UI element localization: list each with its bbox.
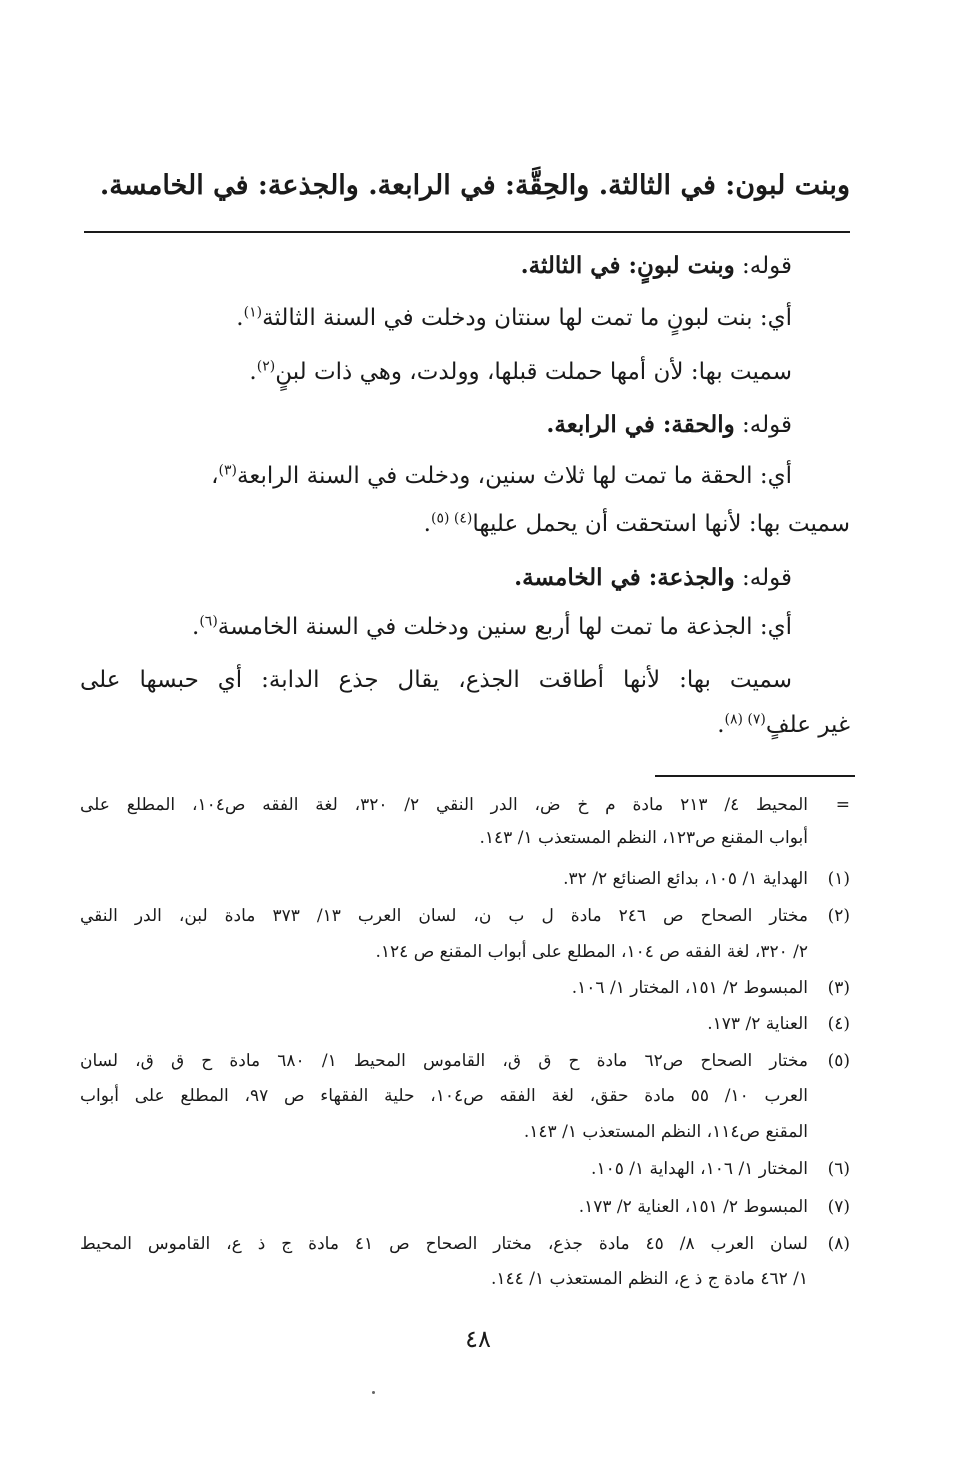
footnote-line: أبواب المقنع ص١٢٣، النظم المستعذب ١/ ١٤٣. xyxy=(479,828,808,848)
footnote-mark: (٤) xyxy=(827,1014,850,1034)
footnote-line: المقنع ص١١٤، النظم المستعذب ١/ ١٤٣. xyxy=(523,1122,808,1142)
paragraph-line xyxy=(249,359,792,385)
line-text: أي: الجذعة ما تمت لها أربع سنين ودخلت في السنة الخامسة xyxy=(217,614,792,640)
footnote-mark: = xyxy=(835,795,850,815)
line-text: سميت بها: لأنها استحقت أن يحمل عليها xyxy=(472,511,850,537)
footnote-line: ٢/ ٣٢٠، لغة الفقه ص ١٠٤، المطلع على أبواب المقنع ص ١٢٤. xyxy=(375,942,808,962)
quote-prefix: قوله: xyxy=(742,412,792,438)
footnote-line: ١/ ٤٦٢ مادة ج ذ ع، النظم المستعذب ١/ ١٤٤. xyxy=(491,1269,808,1289)
footnote-line: مختار الصحاح ص ٢٤٦ مادة ل ب ن، لسان العرب ١٣/ ٣٧٣ مادة لبن، الدر النقي xyxy=(80,906,809,926)
footnote-ref: (٧) (٨) xyxy=(724,711,766,728)
page-number: ٤٨ xyxy=(465,1325,491,1353)
quote-text: والحقة: في الرابعة. xyxy=(546,411,735,438)
paragraph-line xyxy=(192,614,792,640)
footnote-line: المبسوط ٢/ ١٥١، العناية ٢/ ١٧٣. xyxy=(578,1197,808,1217)
quote-prefix: قوله: xyxy=(742,253,792,279)
footnote-ref: (٢) xyxy=(256,358,276,375)
scan-speck xyxy=(372,1391,375,1394)
line-punct: ، xyxy=(211,463,219,489)
paragraph-line xyxy=(424,511,850,537)
line-text: غير علفٍ xyxy=(765,712,850,738)
line-punct: . xyxy=(249,359,257,385)
footnote-mark: (٥) xyxy=(827,1051,850,1071)
footnote-line: المحيط ٤/ ٢١٣ مادة م خ ض، الدر النقي ٢/ ٣٢٠، لغة الفقه ص١٠٤، المطلع على xyxy=(80,795,809,815)
paragraph-line xyxy=(717,712,850,738)
footnote-divider xyxy=(655,775,855,777)
footnote-line: المختار ١/ ١٠٦، الهداية ١/ ١٠٥. xyxy=(591,1159,808,1179)
footnote-line: مختار الصحاح ص٦٢ مادة ح ق ق، القاموس المحيط ١/ ٦٨٠ مادة ح ق ق، لسان xyxy=(80,1051,808,1071)
footnote-mark: (١) xyxy=(827,869,850,889)
footnote-ref: (٤) (٥) xyxy=(430,510,473,527)
line-text: سميت بها: لأن أمها حملت قبلها، وولدت، وهي ذات لبنٍ xyxy=(275,359,792,385)
line-text: سميت بها: لأنها أطاقت الجذع، يقال جذع الدابة: أي حبسها على xyxy=(80,667,792,693)
quote-line-1 xyxy=(521,252,792,279)
footnote-mark: (٢) xyxy=(827,906,850,926)
quote-text: وبنت لبونٍ: في الثالثة. xyxy=(520,252,735,279)
line-punct: . xyxy=(236,305,244,331)
line-text: أي: الحقة ما تمت لها ثلاث سنين، ودخلت في السنة الرابعة xyxy=(237,463,792,489)
paragraph-line xyxy=(80,667,850,693)
footnote-line: لسان العرب ٨/ ٤٥ مادة جذع، مختار الصحاح ص ٤١ مادة ج ذ ع، القاموس المحيط xyxy=(80,1234,808,1254)
footnote-line: العناية ٢/ ١٧٣. xyxy=(707,1014,808,1034)
paragraph-line xyxy=(211,463,792,489)
section-heading: وبنت لبون: في الثالثة. والحِقَّة: في الرابعة. والجذعة: في الخامسة. xyxy=(99,170,850,201)
paragraph-line xyxy=(236,305,792,331)
footnote-mark: (٣) xyxy=(827,978,850,998)
footnote-ref: (٣) xyxy=(218,462,238,479)
quote-prefix: قوله: xyxy=(742,565,792,591)
line-punct: . xyxy=(423,511,431,537)
footnote-ref: (٦) xyxy=(199,613,218,630)
footnote-ref: (١) xyxy=(243,304,263,321)
quote-line-2 xyxy=(546,411,792,438)
heading-divider xyxy=(84,231,850,233)
quote-text: والجذعة: في الخامسة. xyxy=(514,564,735,591)
footnote-line: الهداية ١/ ١٠٥، بدائع الصنائع ٢/ ٣٢. xyxy=(563,869,808,889)
line-text: أي: بنت لبونٍ ما تمت لها سنتان ودخلت في السنة الثالثة xyxy=(262,305,792,331)
footnote-mark: (٦) xyxy=(827,1159,850,1179)
footnote-line: العرب ١٠/ ٥٥ مادة حقق، لغة الفقه ص١٠٤، حلية الفقهاء ص ٩٧، المطلع على أبواب xyxy=(80,1086,808,1106)
quote-line-3 xyxy=(514,564,792,591)
footnote-mark: (٧) xyxy=(827,1197,850,1217)
footnote-line: المبسوط ٢/ ١٥١، المختار ١/ ١٠٦. xyxy=(571,978,808,998)
line-punct: . xyxy=(717,712,725,738)
line-punct: . xyxy=(192,614,200,640)
footnote-mark: (٨) xyxy=(827,1234,850,1254)
